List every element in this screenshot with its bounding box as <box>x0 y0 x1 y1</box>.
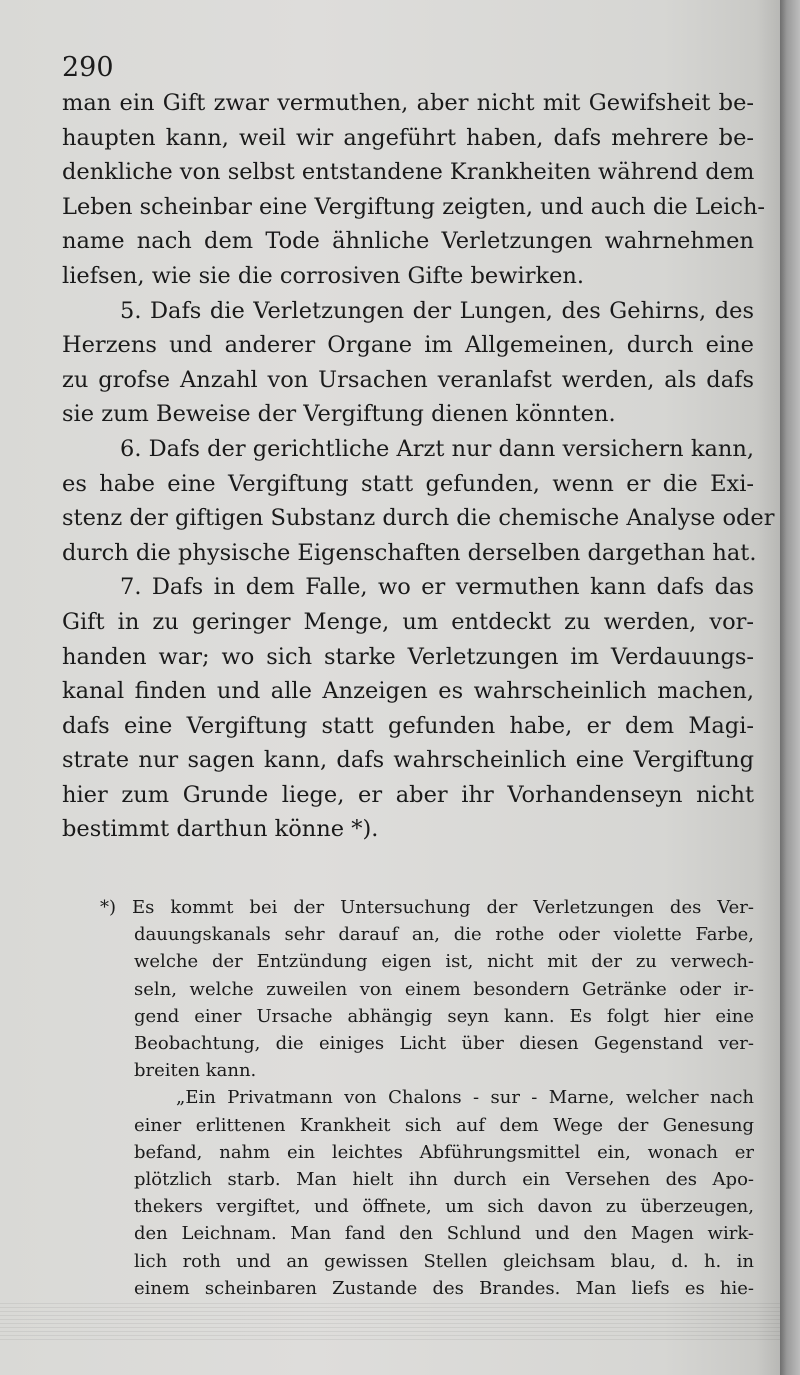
footnote-line: den Leichnam. Man fand den Schlund und den Magen wirk- <box>134 1223 754 1245</box>
footnote-line: dauungskanals sehr darauf an, die rothe oder violette Farbe, <box>134 924 754 946</box>
footnote-line: thekers vergiftet, und öffnete, um sich davon zu überzeugen, <box>134 1196 754 1218</box>
footnote-line: *) Es kommt bei der Untersuchung der Verletzungen des Ver- <box>100 897 754 918</box>
page-edge-shadow <box>780 0 800 1375</box>
text-line: 7. Dafs in dem Falle, wo er vermuthen kann dafs das <box>120 574 754 601</box>
footnote-line: lich roth und an gewissen Stellen gleichsam blau, d. h. in <box>134 1250 754 1272</box>
text-line: 6. Dafs der gerichtliche Arzt nur dann versichern kann, <box>120 435 754 462</box>
footnote-line: einer erlittenen Krankheit sich auf dem Wege der Genesung <box>134 1114 754 1136</box>
text-line: zu grofse Anzahl von Ursachen veranlafst werden, als dafs <box>62 366 754 393</box>
text-line: stenz der giftigen Substanz durch die chemische Analyse oder <box>62 505 775 532</box>
text-line: name nach dem Tode ähnliche Verletzungen wahrnehmen <box>62 228 754 255</box>
text-line: durch die physische Eigenschaften derselben dargethan hat. <box>62 539 757 566</box>
text-line: 5. Dafs die Verletzungen der Lungen, des Gehirns, des <box>120 297 754 324</box>
footnote-line: befand, nahm ein leichtes Abführungsmittel ein, wonach er <box>134 1141 754 1163</box>
text-line: Herzens und anderer Organe im Allgemeinen, durch eine <box>62 332 754 359</box>
footnote-line: Beobachtung, die einiges Licht über diesen Gegenstand ver- <box>134 1033 754 1055</box>
footnote-line: einem scheinbaren Zustande des Brandes. Man liefs es hie- <box>134 1277 754 1299</box>
footnote-line: gend einer Ursache abhängig seyn kann. Es folgt hier eine <box>134 1005 754 1027</box>
footnote-line: „Ein Privatmann von Chalons - sur - Marne, welcher nach <box>176 1087 754 1109</box>
text-line: Gift in zu geringer Menge, um entdeckt zu werden, vor- <box>62 608 754 635</box>
footnote-block <box>100 894 754 1302</box>
text-line: denkliche von selbst entstandene Krankheiten während dem <box>62 159 755 186</box>
text-line: hier zum Grunde liege, er aber ihr Vorhandenseyn nicht <box>62 781 754 808</box>
text-line: Leben scheinbar eine Vergiftung zeigten, und auch die Leich- <box>62 193 766 220</box>
footnote-line: welche der Entzündung eigen ist, nicht mit der zu verwech- <box>134 951 754 973</box>
text-line: dafs eine Vergiftung statt gefunden habe, er dem Magi- <box>62 712 754 739</box>
footnote-line: plötzlich starb. Man hielt ihn durch ein Versehen des Apo- <box>134 1169 754 1191</box>
footnote-line: breiten kann. <box>134 1060 257 1082</box>
text-line: bestimmt darthun könne *). <box>62 816 379 843</box>
bleed-through-texture <box>0 1300 780 1340</box>
text-line: sie zum Beweise der Vergiftung dienen könnten. <box>62 401 616 428</box>
main-text-block <box>62 86 775 847</box>
text-line: strate nur sagen kann, dafs wahrscheinlich eine Vergiftung <box>62 747 754 774</box>
text-line: man ein Gift zwar vermuthen, aber nicht mit Gewifsheit be- <box>62 90 754 116</box>
text-line: handen war; wo sich starke Verletzungen im Verdauungs- <box>62 643 754 670</box>
footnote-line: seln, welche zuweilen von einem besondern Getränke oder ir- <box>134 978 754 1000</box>
text-line: liefsen, wie sie die corrosiven Gifte bewirken. <box>62 262 585 289</box>
text-line: haupten kann, weil wir angeführt haben, dafs mehrere be- <box>62 124 754 151</box>
page-number: 290 <box>62 52 114 83</box>
text-line: es habe eine Vergiftung statt gefunden, wenn er die Exi- <box>62 470 754 497</box>
text-line: kanal finden und alle Anzeigen es wahrscheinlich machen, <box>62 678 754 705</box>
